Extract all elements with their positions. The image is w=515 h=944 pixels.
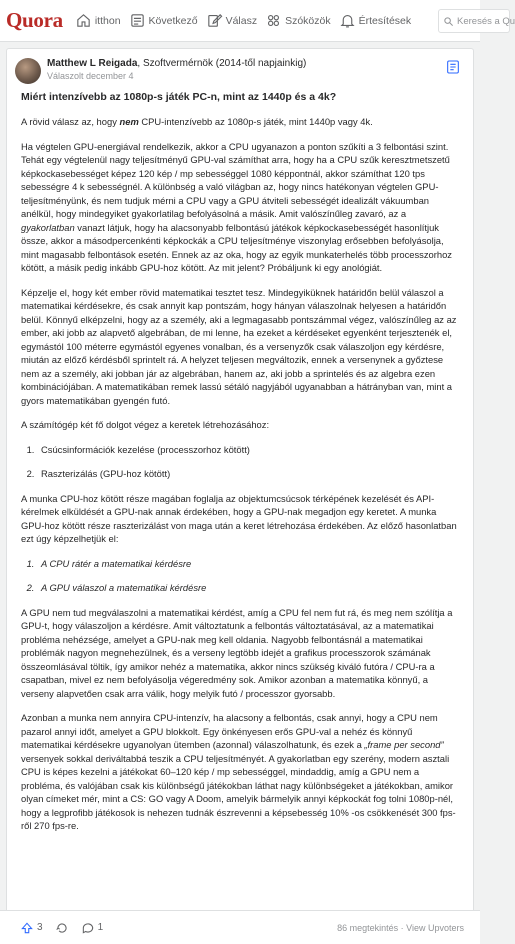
upvote-count: 3 — [37, 922, 43, 933]
upvote-icon — [20, 921, 34, 935]
list-item: 1. Csúcsinformációk kezelése (processzorhoz kötött) — [37, 443, 461, 457]
nav-item-notifications[interactable] — [335, 0, 416, 42]
search-input[interactable] — [438, 9, 515, 33]
nav-label-following: Következő — [148, 14, 198, 27]
list-item: 2. A GPU válaszol a matematikai kérdésre — [37, 581, 461, 595]
search-placeholder: Keresés a Qu — [457, 15, 515, 27]
paragraph: Ha végtelen GPU-energiával rendelkezik, akkor a CPU ugyanazon a ponton szűkíti a 3 felbontási szint. Tehát egy végtelenül nagy teljesítményű GPU-val számíthat arra, hogy ha a CPU szűk keresztmetszetű képkockasebességet képez 120 kép / mp sebességgel 1080 képpontnál, akkor számíthat 120 tps sebességre 4 k sebességnél. A különbség a való világban az, hogy nincs hatékonyan végtelen GPU-teljesítményünk, és nem tudjuk mérni a CPU vagy a GPU átviteli sebességét idealizált vákuumban anélkül, hogy mindegyiket gyakorlatilag befolyásolná a másik. Amit valószínűleg zavaró, az a gyakorlatban vanazt látjuk, hogy ha alacsonyabb felbontású játékok képkockasebességét hasonlítjuk össze, akkor a másodpercenkénti képkockák a CPU teljesítménye viszonylag erősebben befolyásolja, mint magasabb felbontások esetén. Ennek az az oka, hogy az egyik munkaterhelés több processzorhoz kötött, a másik pedig inkább GPU-hoz kötött. Az mit jelent? Próbáljunk ki egy anológiát. — [21, 140, 452, 273]
answer-card — [6, 48, 474, 944]
ordered-list — [21, 443, 461, 481]
list-item: 2. Raszterizálás (GPU-hoz kötött) — [37, 467, 461, 481]
paragraph: A rövid válasz az, hogy nem CPU-intenzívebb az 1080p-s játék, mint 1440p vagy 4k. — [21, 116, 373, 127]
nav-label-home: itthon — [94, 14, 121, 27]
share-icon — [55, 921, 69, 935]
nav-item-answer[interactable] — [202, 0, 262, 42]
bell-icon — [339, 12, 356, 29]
author-credential: , Szoftvermérnök (2014-től napjainkig) — [137, 58, 307, 69]
upvote-button[interactable] — [20, 921, 43, 935]
comment-icon — [81, 921, 95, 935]
author-name[interactable]: Matthew L Reigada — [47, 58, 138, 69]
home-icon — [75, 12, 92, 29]
nav-label-spaces: Szóközök — [285, 14, 331, 27]
ordered-list — [21, 557, 461, 595]
answer-body — [21, 115, 461, 844]
spaces-icon — [265, 12, 282, 29]
bookmark-icon[interactable] — [445, 59, 461, 75]
nav-item-home[interactable] — [71, 0, 125, 42]
search-icon — [443, 16, 454, 27]
comment-button[interactable] — [81, 921, 104, 935]
share-button[interactable] — [55, 921, 69, 935]
quora-logo[interactable]: Quora — [6, 8, 63, 32]
paragraph: A GPU nem tud megválaszolni a matematikai kérdést, amíg a CPU fel nem fut rá, és meg nem szólítja a GPU-t, hogy válaszoljon a kérdésre. Amit változtatunk a felbontás változtatásával, az a matematikai probléma nehézsége, amelyet a GPU-nak meg kell oldania. Nagyobb felbontásnál a matematikai problémák nagyon megnehezülnek, és a verseny legtöbb idejét a grafikus processzorok számának összeomlásával töltik, így amikor nehéz a matematika, akkor nincs szükség kiváló futóra / CPU-ra a csapatban, mivel ez nem befolyásolja végeredmény sok. Amikor azonban a matematika könnyű, a verseny alapvetően csak arra válik, hogy melyik futó / processzor gyorsabb. — [21, 606, 453, 699]
paragraph: A számítógép két fő dolgot végez a keretek létrehozásához: — [21, 419, 270, 430]
list-item: 1. A CPU rátér a matematikai kérdésre — [37, 557, 461, 571]
views-count[interactable]: 86 megtekintés · View Upvoters — [337, 922, 464, 933]
question-title[interactable]: Miért intenzívebb az 1080p-s játék PC-n, mint az 1440p és a 4k? — [21, 91, 337, 103]
nav-item-following[interactable] — [125, 0, 202, 42]
paragraph: A munka CPU-hoz kötött része magában foglalja az objektumcsúcsok térképének kezelését és API-kérelmek elküldését a GPU-nak annak érdekében, hogy a GPU-nak megadjon egy keretet. A munka GPU-hoz kötött része raszterizálást von maga után a keret létrehozása érdekében. Az előző hasonlatban ezt úgy képzelhetjük el: — [21, 492, 457, 544]
answer-icon — [206, 12, 223, 29]
top-navigation-bar — [0, 0, 515, 42]
following-icon — [129, 12, 146, 29]
paragraph: Azonban a munka nem annyira CPU-intenzív, ha alacsony a felbontás, csak annyi, hogy a CPU nem pazarol annyi időt, amelyet a GPU blokkolt. Egy önkényesen erős GPU-val a nehéz és könnyű matematikai kérdésekre ugyanolyan ütemben (azonnal) válaszolhatunk, és ezek a „frame per second” versenyek sokkal deriváltabbá teszik a CPU teljesítményét. A gyakorlatban egy szerény, modern asztali CPU is képes kezelni a játékokat 60–120 kép / mp sebességgel, mindaddig, amíg a GPU nem a probléma, és valójában csak kis különbségű játékokban láthat nagy különbségeket a játékokban, amikor olyan címeket mér, mint a CS: GO vagy A Doom, amelyik bármelyik annyi képkockát fog tolni 1080p-nél, hogy a legprofibb játékosok is nehezen tudnák észrevenni a képsebesség 10% -os csökkenését 300 fps-ről 270 fps-re. — [21, 712, 456, 831]
answer-actions — [0, 910, 480, 944]
nav-item-spaces[interactable] — [261, 0, 335, 42]
avatar[interactable] — [15, 58, 41, 84]
main-nav — [71, 0, 415, 42]
nav-label-notifications: Értesítések — [358, 14, 412, 27]
author-header — [47, 57, 433, 83]
nav-label-answer: Válasz — [225, 14, 258, 27]
answered-date[interactable]: Válaszolt december 4 — [47, 71, 134, 81]
paragraph: Képzelje el, hogy két ember rövid matematikai tesztet tesz. Mindegyiküknek határidőn belül válaszol a matematikai kérdésekre, és csak annyit kap pontszám, hogy hányan válaszolnak helyesen a határidőn belül. Könnyű elképzelni, hogy az a személy, aki a legmagasabb pontszámmal végez, valószínűleg az az ember, aki jobb az alapvető algebrában, de mi lenne, ha ezeket a kérdéseket egyenként terjesztenék el, egymástól 100 méterre egymástól egyenes vonalban, és a versenyzők csak válaszoljon egy kérdésre, miután az előző kérdésből sprintelt rá. A helyzet teljesen megváltozik, ennek a versenynek a győztese nem az a személy, aki jobban jár az algebrában, hanem az, aki jobb a sprintelés és az algebra ezen kombinációjában. A matematikában remek lassú sétáló nagyjából ugyanabban a hátrányban van, mint a gyors matematikában gyengén futó. — [21, 286, 457, 406]
comment-count: 1 — [97, 922, 104, 933]
